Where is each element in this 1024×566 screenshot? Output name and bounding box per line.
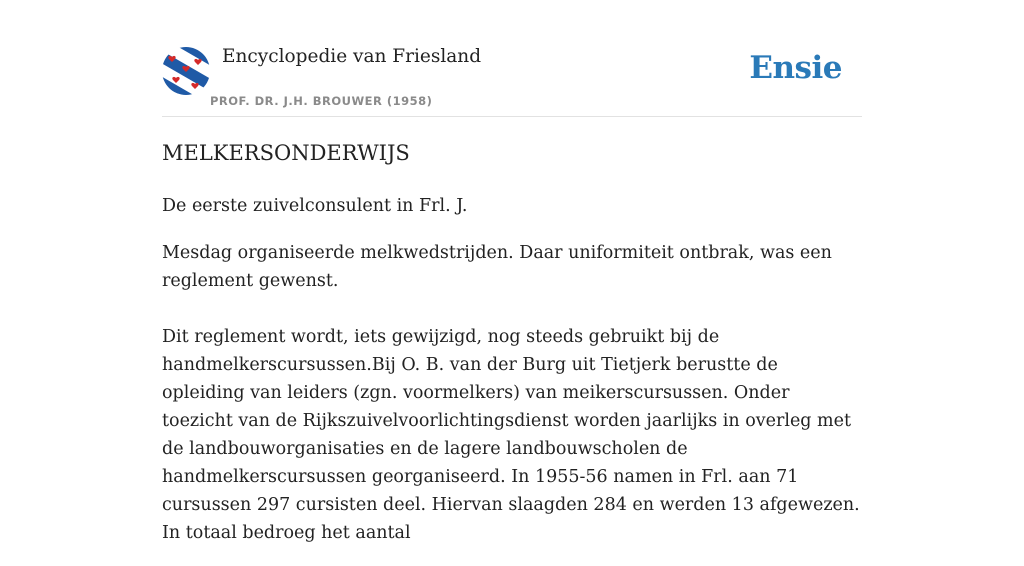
frisian-flag-icon[interactable] xyxy=(162,47,210,95)
paragraph: De eerste zuivelconsulent in Frl. J. xyxy=(162,196,468,216)
site-header xyxy=(162,40,862,117)
brand-logo[interactable]: Ensie xyxy=(749,50,842,86)
paragraph: Dit reglement wordt, iets gewijzigd, nog steeds gebruikt bij de handmelkerscursussen.Bij O. B. van der Burg uit Tietjerk berustte de opleiding van leiders (zgn. voormelkers) van meikerscursussen. Onder toezicht van de Rijkszuivelvoorlichtingsdienst worden jaarlijks in overleg met de landbouworganisaties en de lagere landbouwscholen de handmelkerscursussen georganiseerd. In 1955-56 namen in Frl. aan 71 cursussen 297 cursisten deel. Hiervan slaagden 284 en werden 13 afgewezen. In totaal bedroeg het aantal xyxy=(162,327,860,543)
site-subtitle: PROF. DR. J.H. BROUWER (1958) xyxy=(210,94,433,108)
article-body xyxy=(162,192,862,566)
article-title: MELKERSONDERWIJS xyxy=(162,141,410,165)
paragraph: Mesdag organiseerde melkwedstrijden. Daar uniformiteit ontbrak, was een reglement gewenst. xyxy=(162,243,832,291)
site-title[interactable]: Encyclopedie van Friesland xyxy=(222,46,482,67)
